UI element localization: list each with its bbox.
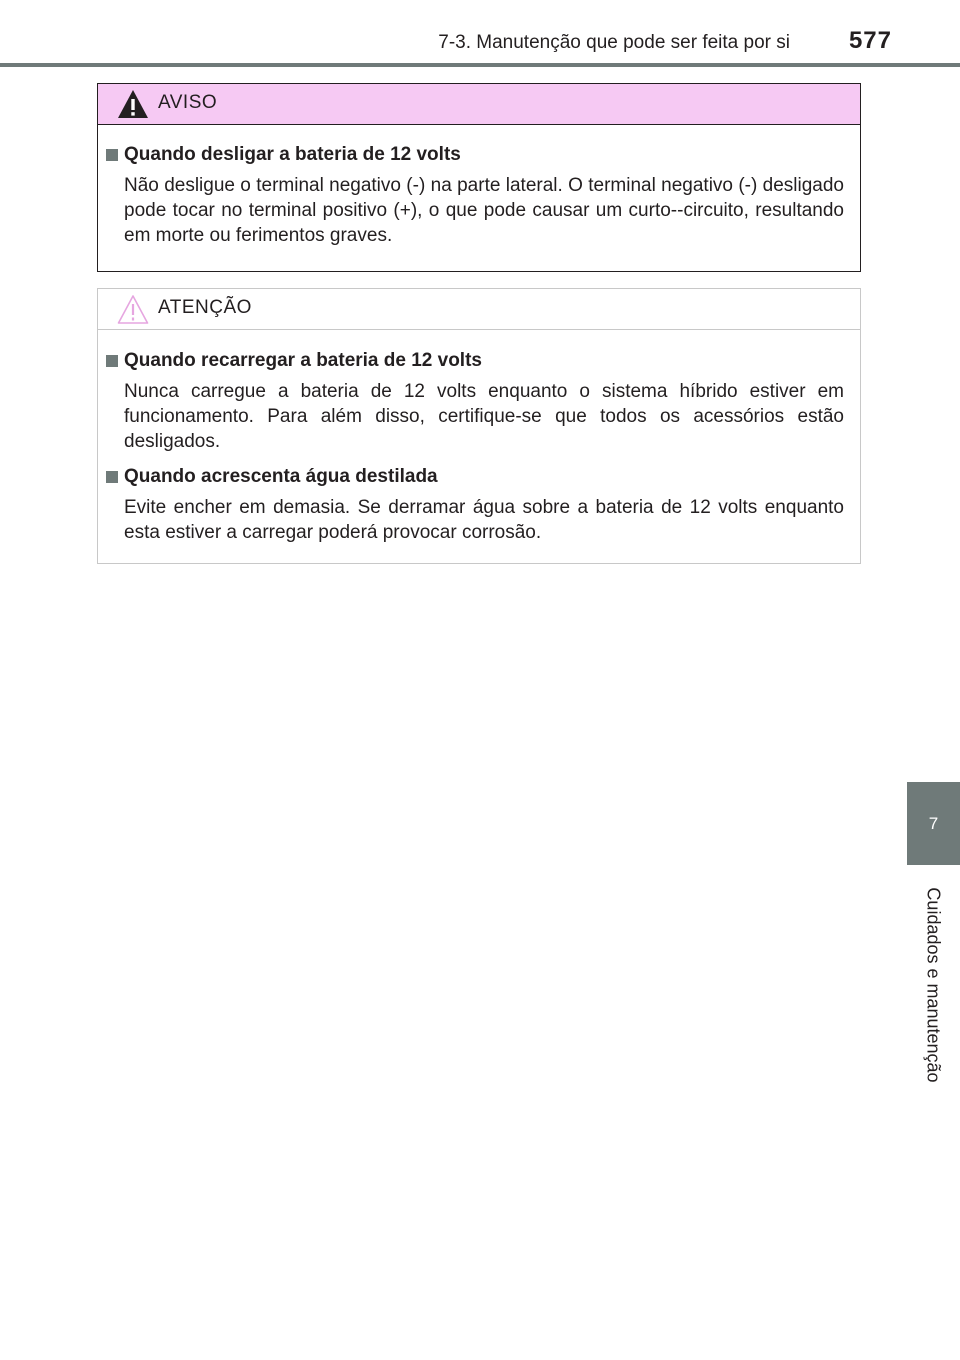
aviso-box [97, 83, 861, 272]
item-title [124, 142, 844, 168]
chapter-tab [907, 782, 960, 865]
page-number: 577 [848, 27, 892, 54]
section-title: 7-3. Manutenção que pode ser feita por si [438, 32, 790, 53]
item-title-text: Quando desligar a bateria de 12 volts [124, 144, 461, 165]
atencao-item [124, 348, 844, 454]
square-bullet-icon [106, 355, 118, 367]
warning-icon [116, 88, 150, 120]
caution-icon [116, 293, 150, 325]
item-title-text: Quando acrescenta água destilada [124, 466, 438, 487]
atencao-box [97, 288, 861, 564]
aviso-body [98, 125, 860, 248]
aviso-item [124, 142, 844, 248]
square-bullet-icon [106, 471, 118, 483]
square-bullet-icon [106, 149, 118, 161]
item-text: Nunca carregue a bateria de 12 volts enquanto o sistema híbrido estiver em funcionamento. Para além disso, certifique-se que todos os acessórios estão desligados. [124, 381, 844, 452]
item-text: Não desligue o terminal negativo (-) na parte lateral. O terminal negativo (-) desligado pode tocar no terminal positivo (+), o que pode causar um curto--circuito, resultando em morte ou ferimentos graves. [124, 175, 844, 246]
atencao-item [124, 464, 844, 545]
page-header [0, 0, 960, 68]
item-title [124, 348, 844, 374]
atencao-label: ATENÇÃO [158, 297, 252, 318]
atencao-header [98, 289, 860, 330]
aviso-header [98, 84, 860, 125]
chapter-number: 7 [928, 813, 939, 833]
header-rule [0, 63, 960, 67]
atencao-body [98, 330, 860, 545]
item-title [124, 464, 844, 490]
aviso-label: AVISO [158, 92, 218, 113]
chapter-label: Cuidados e manutenção [923, 887, 944, 1083]
item-title-text: Quando recarregar a bateria de 12 volts [124, 350, 482, 371]
item-text: Evite encher em demasia. Se derramar água sobre a bateria de 12 volts enquanto esta estiver a carregar poderá provocar corrosão. [124, 497, 844, 543]
